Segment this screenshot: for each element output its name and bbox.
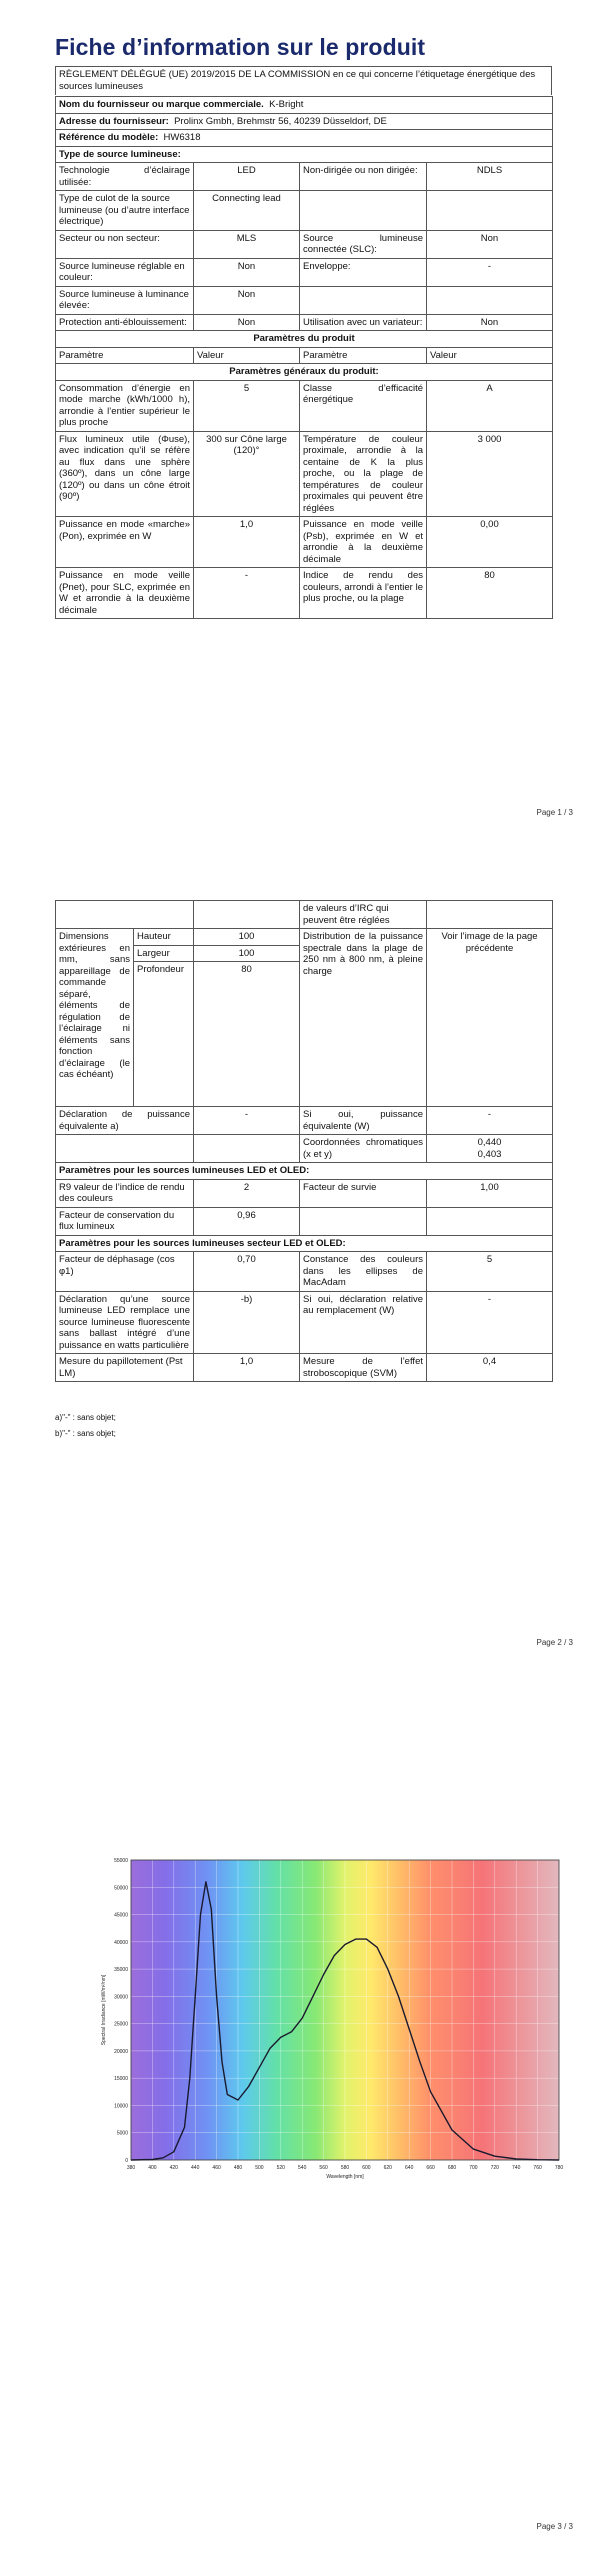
page-1: [0, 0, 603, 850]
x-tick-label: 420: [169, 2165, 178, 2171]
x-axis-label: Wavelength [nm]: [326, 2174, 364, 2180]
model-row: [56, 130, 553, 147]
dimensions-label: Dimensions extérieures en mm, sans appareillage de commande séparé, éléments de régulation de l’éclairage ni éléments sans fonction d’éclairage (le cas échéant): [56, 929, 134, 1107]
param-label: Secteur ou non secteur:: [56, 230, 194, 258]
y-tick-label: 20000: [114, 2048, 128, 2055]
x-tick-label: 480: [233, 2165, 243, 2171]
x-tick-label: 500: [255, 2165, 264, 2171]
table-row: [56, 1107, 553, 1135]
spd-label: Distribution de la puissance spectrale dans la plage de 250 nm à 800 nm, à pleine charge: [300, 929, 427, 1107]
param-label: Mesure de l’effet stroboscopique (SVM): [300, 1354, 427, 1382]
param-label: Source lumineuse à luminance élevée:: [56, 286, 194, 314]
chromaticity-label: Coordonnées chromatiques (x et y): [300, 1135, 427, 1163]
dimension-value: 80: [194, 962, 300, 1107]
spectral-chart-svg: [95, 1850, 595, 2220]
footnote: a)"-" : sans objet;: [55, 1413, 116, 1422]
param-label: Facteur de conservation du flux lumineux: [56, 1207, 194, 1235]
param-label: Enveloppe:: [300, 258, 427, 286]
led-heading-row: [56, 1163, 553, 1180]
y-tick-label: 55000: [114, 1858, 128, 1864]
x-tick-label: 520: [276, 2165, 285, 2171]
table-row: [56, 431, 553, 517]
param-label: Utilisation avec un variateur:: [300, 314, 427, 331]
table-row: [56, 380, 553, 431]
param-label: [300, 191, 427, 231]
param-label: Classe d’efficacité énergétique: [300, 380, 427, 431]
param-value: [427, 191, 553, 231]
chromaticity-y: 0,403: [477, 1148, 502, 1160]
param-label: Constance des couleurs dans les ellipses de MacAdam: [300, 1252, 427, 1292]
param-value: Non: [194, 286, 300, 314]
param-value: -: [194, 1107, 300, 1135]
x-tick-label: 680: [447, 2165, 457, 2171]
param-value: NDLS: [427, 163, 553, 191]
address-label: Adresse du fournisseur:: [59, 115, 169, 127]
regulation-text: RÈGLEMENT DÉLÉGUÉ (UE) 2019/2015 DE LA COMMISSION en ce qui concerne l’étiquetage énergétique des sources lumineuses: [55, 66, 552, 95]
column-headers-row: [56, 347, 553, 364]
param-label: Mesure du papillotement (Pst LM): [56, 1354, 194, 1382]
product-params-heading: Paramètres du produit: [56, 331, 553, 348]
param-label: R9 valeur de l’indice de rendu des couleurs: [56, 1179, 194, 1207]
footnote: b)"-" : sans objet;: [55, 1429, 116, 1438]
supplier-label: Nom du fournisseur ou marque commerciale.: [59, 99, 264, 110]
spd-value: Voir l’image de la page précédente: [427, 929, 553, 1107]
param-label: Type de culot de la source lumineuse (ou d’autre interface électrique): [56, 191, 194, 231]
page-number: Page 2 / 3: [536, 1638, 573, 1647]
param-label: de valeurs d’IRC qui peuvent être réglées: [300, 901, 427, 929]
param-value: 0,4: [427, 1354, 553, 1382]
param-label: Source lumineuse réglable en couleur:: [56, 258, 194, 286]
param-value: 300 sur Cône large (120)°: [194, 431, 300, 517]
table-row: [56, 901, 553, 929]
param-value: [427, 1207, 553, 1235]
param-value: 5: [194, 380, 300, 431]
param-value: 80: [427, 568, 553, 619]
table-row: [56, 258, 553, 286]
table-row: [56, 286, 553, 314]
column-header: Valeur: [427, 347, 553, 364]
model-label: Référence du modèle:: [59, 132, 159, 143]
x-tick-label: 720: [490, 2165, 499, 2171]
x-tick-label: 580: [340, 2165, 350, 2171]
y-tick-label: 5000: [116, 2130, 128, 2137]
page-number: Page 3 / 3: [536, 2522, 573, 2531]
model-value: HW6318: [163, 132, 201, 143]
param-label: Si oui, puissance équivalente (W): [300, 1107, 427, 1135]
x-tick-label: 640: [405, 2165, 414, 2171]
param-value: 0,70: [194, 1252, 300, 1292]
param-value: Connecting lead: [194, 191, 300, 231]
source-type-heading-row: [56, 146, 553, 163]
address-value: Prolinx Gmbh, Brehmstr 56, 40239 Düsseldorf, DE: [174, 115, 387, 127]
x-tick-label: 540: [298, 2165, 307, 2171]
chart-plot-area: [101, 1858, 563, 2180]
x-tick-label: 600: [362, 2165, 371, 2171]
table-row: [56, 568, 553, 619]
x-tick-label: 400: [148, 2165, 157, 2171]
param-value: 1,00: [427, 1179, 553, 1207]
column-header: Valeur: [194, 347, 300, 364]
param-label: [300, 1207, 427, 1235]
param-label: Déclaration qu’une source lumineuse LED remplace une source lumineuse fluorescente sans ballast intégré d’une puissance en watts particulière: [56, 1291, 194, 1354]
chromaticity-row: [56, 1135, 553, 1163]
x-tick-label: 380: [126, 2165, 136, 2171]
spectral-chart: [95, 1850, 595, 2220]
param-label: Protection anti-éblouissement:: [56, 314, 194, 331]
x-tick-label: 760: [533, 2165, 542, 2171]
param-label: Puissance en mode veille (Pnet), pour SLC, exprimée en W et arrondie à la deuxième décimale: [56, 568, 194, 619]
source-type-heading: Type de source lumineuse:: [56, 146, 553, 163]
y-tick-label: 50000: [114, 1885, 128, 1892]
table-row: [56, 1207, 553, 1235]
table-row: [56, 230, 553, 258]
param-value: Non: [427, 314, 553, 331]
param-label: Déclaration de puissance équivalente a): [56, 1107, 194, 1135]
param-label: Flux lumineux utile (Φuse), avec indication qu’il se réfère au flux dans une sphère (360º), dans un cône large (120º) ou dans un cône étroit (90º): [56, 431, 194, 517]
mains-heading-row: [56, 1235, 553, 1252]
table-row: [56, 191, 553, 231]
param-value: Non: [427, 230, 553, 258]
table-row: [56, 1179, 553, 1207]
y-tick-label: 40000: [114, 1939, 128, 1946]
param-value: LED: [194, 163, 300, 191]
y-tick-label: 15000: [114, 2076, 128, 2083]
y-tick-label: 30000: [114, 1994, 128, 2001]
y-tick-label: 0: [125, 2158, 128, 2164]
mains-params-heading: Paramètres pour les sources lumineuses secteur LED et OLED:: [56, 1235, 553, 1252]
chromaticity-x: 0,440: [477, 1137, 502, 1148]
x-tick-label: 620: [383, 2165, 392, 2171]
param-value: 1,0: [194, 517, 300, 568]
param-value: 3 000: [427, 431, 553, 517]
table-row: [56, 163, 553, 191]
param-value: 0,96: [194, 1207, 300, 1235]
y-tick-label: 35000: [114, 1967, 128, 1974]
x-tick-label: 440: [191, 2165, 200, 2171]
param-label: Température de couleur proximale, arrondie à la centaine de K la plus proche, ou la plage de températures de couleur proximales qui peuvent être réglées: [300, 431, 427, 517]
column-header: Paramètre: [56, 347, 194, 364]
param-label: Facteur de survie: [300, 1179, 427, 1207]
table-row: [56, 1252, 553, 1292]
dimension-name: Profondeur: [134, 962, 194, 1107]
dimensions-row: [56, 929, 553, 946]
param-label: Si oui, déclaration relative au remplacement (W): [300, 1291, 427, 1354]
param-label: [300, 286, 427, 314]
param-value: [427, 286, 553, 314]
param-label: Indice de rendu des couleurs, arrondi à l’entier le plus proche, ou la plage: [300, 568, 427, 619]
param-value: -: [427, 1107, 553, 1135]
x-tick-label: 660: [426, 2165, 435, 2171]
led-params-heading: Paramètres pour les sources lumineuses LED et OLED:: [56, 1163, 553, 1180]
param-value: Non: [194, 258, 300, 286]
column-header: Paramètre: [300, 347, 427, 364]
y-tick-label: 10000: [114, 2103, 128, 2110]
param-value: 0,00: [427, 517, 553, 568]
x-tick-label: 460: [212, 2165, 221, 2171]
param-value: -b): [194, 1291, 300, 1354]
product-info-table: [55, 96, 553, 619]
param-value: -: [194, 568, 300, 619]
x-tick-label: 700: [469, 2165, 478, 2171]
y-tick-label: 45000: [114, 1912, 128, 1919]
param-value: -: [427, 258, 553, 286]
chromaticity-values: [427, 1135, 553, 1163]
table-row: [56, 1291, 553, 1354]
param-label: Puissance en mode «marche» (Pon), exprimée en W: [56, 517, 194, 568]
dimension-value: 100: [194, 929, 300, 946]
table-row: [56, 517, 553, 568]
param-value: 2: [194, 1179, 300, 1207]
page-2: [0, 850, 603, 1700]
dimension-name: Hauteur: [134, 929, 194, 946]
y-tick-label: 25000: [114, 2021, 128, 2028]
table-row: [56, 314, 553, 331]
address-row: [56, 113, 553, 130]
param-value: MLS: [194, 230, 300, 258]
param-value: -: [427, 1291, 553, 1354]
y-axis-label: Spectral Irradiance [mW/m²/nm]: [101, 1974, 107, 2046]
supplier-row: [56, 97, 553, 114]
x-tick-label: 560: [319, 2165, 328, 2171]
product-params-heading-row: [56, 331, 553, 348]
x-tick-label: 780: [554, 2165, 564, 2171]
general-params-heading: Paramètres généraux du produit:: [56, 364, 553, 381]
x-tick-label: 740: [512, 2165, 521, 2171]
param-value: 5: [427, 1252, 553, 1292]
param-value: 1,0: [194, 1354, 300, 1382]
param-label: Consommation d’énergie en mode marche (kWh/1000 h), arrondie à l’entier supérieur le plus proche: [56, 380, 194, 431]
param-label: Technologie d’éclairage utilisée:: [56, 163, 194, 191]
param-value: Non: [194, 314, 300, 331]
param-label: Non-dirigée ou non dirigée:: [300, 163, 427, 191]
supplier-value: K-Bright: [269, 99, 304, 110]
dimension-name: Largeur: [134, 945, 194, 962]
product-info-table-continued: [55, 900, 553, 1382]
param-label: Facteur de déphasage (cos φ1): [56, 1252, 194, 1292]
page-number: Page 1 / 3: [536, 808, 573, 817]
dimension-value: 100: [194, 945, 300, 962]
param-value: A: [427, 380, 553, 431]
table-row: [56, 1354, 553, 1382]
param-label: Puissance en mode veille (Psb), exprimée en W et arrondie à la deuxième décimale: [300, 517, 427, 568]
document-title: Fiche d’information sur le produit: [55, 34, 426, 60]
param-label: Source lumineuse connectée (SLC):: [300, 230, 427, 258]
general-params-heading-row: [56, 364, 553, 381]
